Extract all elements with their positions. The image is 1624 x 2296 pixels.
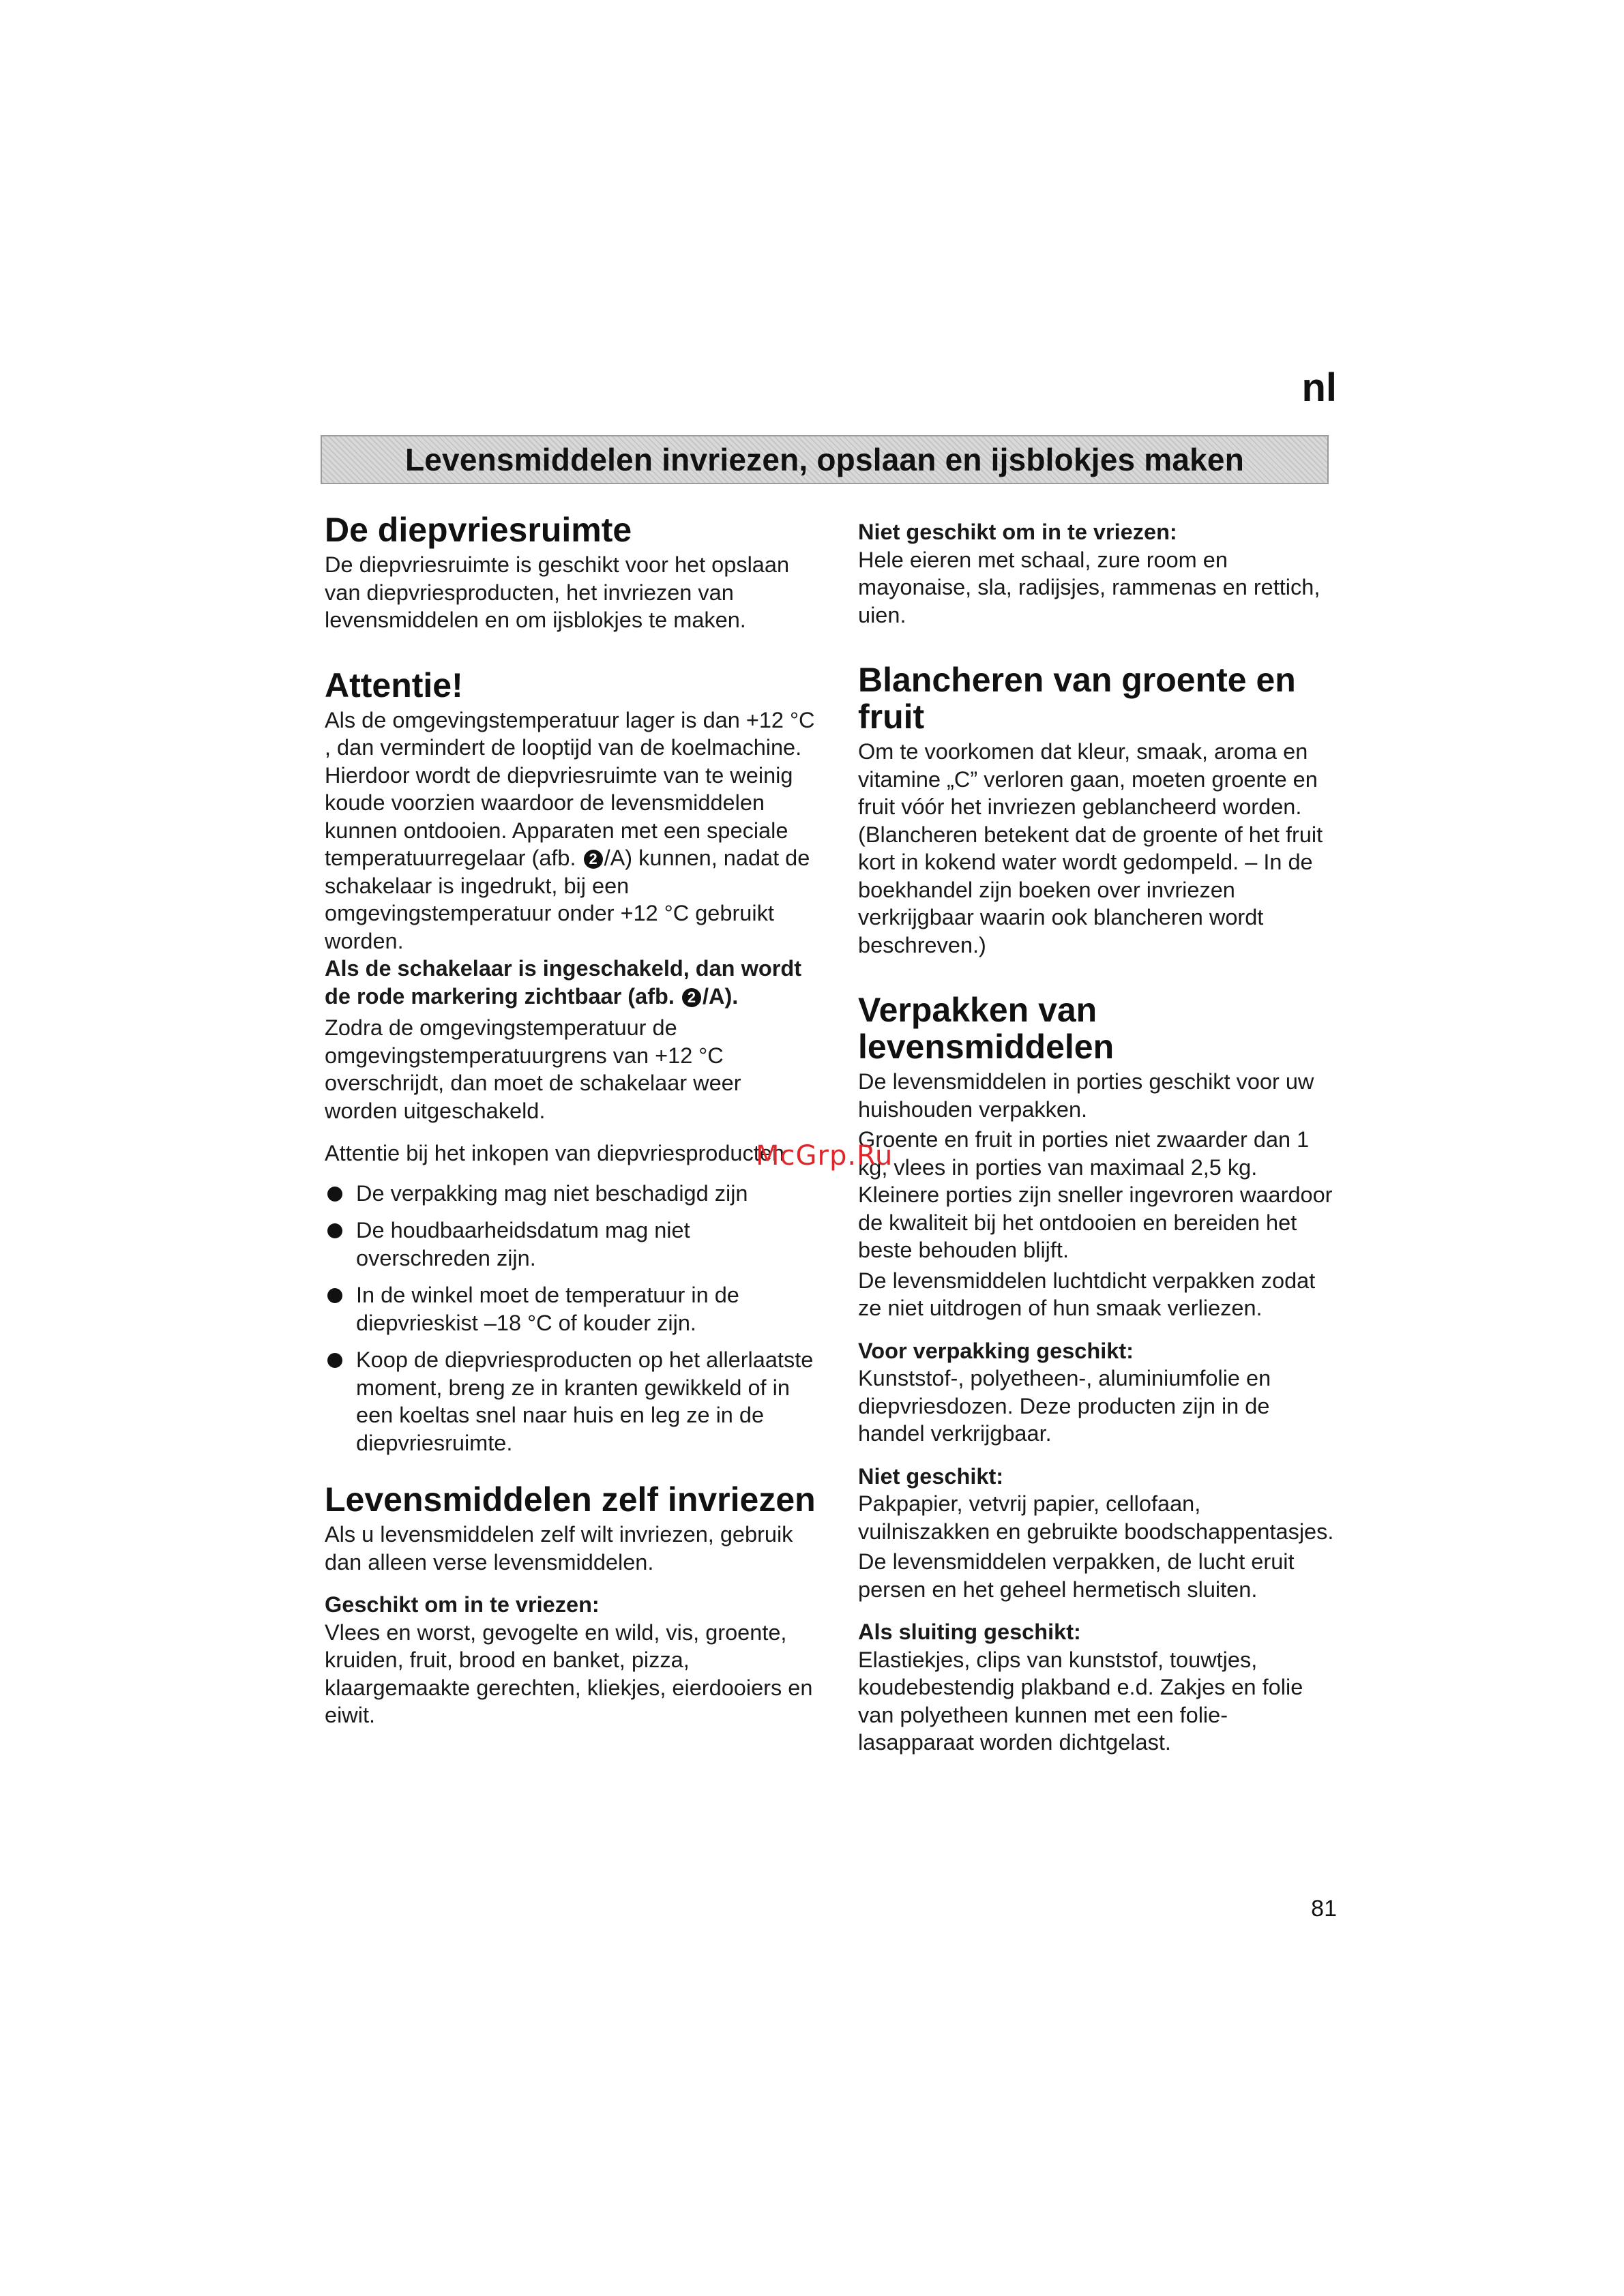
subheading-geschikt: Geschikt om in te vriezen: xyxy=(325,1592,600,1617)
banner-title: Levensmiddelen invriezen, opslaan en ijsblokjes maken xyxy=(404,442,1245,477)
figure-ref-icon: 2 xyxy=(584,850,603,869)
subheading-sluiting: Als sluiting geschikt: xyxy=(858,1620,1081,1644)
paragraph-niet-geschikt-vriezen: Hele eieren met schaal, zure room en mayonaise, sla, radijsjes, rammenas en rettich, uien. xyxy=(858,547,1320,627)
list-item: Koop de diepvriesproducten op het allerlaatste moment, breng ze in kranten gewikkeld of in een koeltas snel naar huis en leg ze in de diepvriesruimte. xyxy=(325,1346,816,1457)
paragraph-inkopen: Attentie bij het inkopen van diepvriesproducten xyxy=(325,1141,784,1165)
page-number: 81 xyxy=(1311,1896,1337,1922)
right-column xyxy=(858,518,1335,1757)
bullet-list xyxy=(325,1180,816,1457)
subheading-niet-geschikt-vriezen: Niet geschikt om in te vriezen: xyxy=(858,520,1177,544)
paragraph-sluiting: Elastiekjes, clips van kunststof, touwtjes, koudebestendig plakband e.d. Zakjes en folie van polyetheen kunnen met een folie-lasapparaat worden dichtgelast. xyxy=(858,1647,1303,1755)
paragraph-omgevingstemperatuur: Zodra de omgevingstemperatuur de omgevingstemperatuurgrens van +12 °C overschrijdt, dan moet de schakelaar weer worden uitgeschakeld. xyxy=(325,1015,741,1123)
attentie-text-2: /A) kunnen, nadat de schakelaar is ingedrukt, bij een omgevingstemperatuur onder +12 °C gebruikt worden. xyxy=(325,846,810,953)
list-item: De verpakking mag niet beschadigd zijn xyxy=(325,1180,816,1208)
paragraph-diepvriesruimte: De diepvriesruimte is geschikt voor het opslaan van diepvriesproducten, het invriezen van levensmiddelen en om ijsblokjes te maken. xyxy=(325,552,790,632)
paragraph-zelf-invriezen: Als u levensmiddelen zelf wilt invriezen, gebruik dan alleen verse levensmiddelen. xyxy=(325,1522,793,1575)
paragraph-verpakken-1: De levensmiddelen in porties geschikt voor uw huishouden verpakken. xyxy=(858,1069,1314,1122)
paragraph-attentie-bold xyxy=(325,955,816,1010)
list-item: De houdbaarheidsdatum mag niet overschreden zijn. xyxy=(325,1217,816,1272)
list-item: In de winkel moet de temperatuur in de diepvrieskist –18 °C of kouder zijn. xyxy=(325,1281,816,1337)
heading-zelf-invriezen: Levensmiddelen zelf invriezen xyxy=(325,1480,816,1519)
language-code: nl xyxy=(1301,366,1337,410)
paragraph-niet-geschikt: Pakpapier, vetvrij papier, cellofaan, vuilniszakken en gebruikte boodschappentasjes. xyxy=(858,1491,1334,1544)
bullet-icon xyxy=(327,1223,342,1238)
subheading-voor-verpakking: Voor verpakking geschikt: xyxy=(858,1338,1134,1363)
paragraph-attentie xyxy=(325,706,816,955)
heading-blancheren: Blancheren van groente en fruit xyxy=(858,661,1296,736)
attentie-bold-2: /A). xyxy=(702,983,739,1009)
bullet-icon xyxy=(327,1187,342,1202)
paragraph-verpakken-3: De levensmiddelen luchtdicht verpakken zodat ze niet uitdrogen of hun smaak verliezen. xyxy=(858,1268,1316,1320)
bullet-icon xyxy=(327,1288,342,1303)
left-column xyxy=(325,511,816,1729)
paragraph-lucht-eruit: De levensmiddelen verpakken, de lucht eruit persen en het geheel hermetisch sluiten. xyxy=(858,1549,1295,1602)
attentie-bold-1: Als de schakelaar is ingeschakeld, dan wordt de rode markering zichtbaar (afb. xyxy=(325,956,802,1009)
paragraph-verpakken-2: Groente en fruit in porties niet zwaarder dan 1 kg, vlees in porties van maximaal 2,5 kg. Kleinere porties zijn sneller ingevroren waardoor de kwaliteit bij het ontdooien en bereiden het beste behouden blijft. xyxy=(858,1127,1333,1262)
paragraph-voor-verpakking: Kunststof-, polyetheen-, aluminiumfolie en diepvriesdozen. Deze producten zijn in de handel verkrijgbaar. xyxy=(858,1366,1271,1446)
bullet-icon xyxy=(327,1353,342,1368)
heading-verpakken: Verpakken van levensmiddelen xyxy=(858,991,1114,1066)
figure-ref-icon: 2 xyxy=(682,988,701,1007)
paragraph-geschikt: Vlees en worst, gevogelte en wild, vis, groente, kruiden, fruit, brood en banket, pizza, klaargemaakte gerechten, kliekjes, eierdooiers en eiwit. xyxy=(325,1620,813,1727)
subheading-niet-geschikt: Niet geschikt: xyxy=(858,1463,1004,1489)
paragraph-blancheren: Om te voorkomen dat kleur, smaak, aroma en vitamine „C” verloren gaan, moeten groente en fruit vóór het invriezen geblancheerd worden. (Blancheren betekent dat de groente of het fruit kort in kokend water wordt gedompeld. – In de boekhandel zijn boeken over invriezen verkrijgbaar waarin ook blancheren wordt beschreven.) xyxy=(858,739,1323,957)
heading-diepvriesruimte: De diepvriesruimte xyxy=(325,511,632,549)
attentie-text-1: Als de omgevingstemperatuur lager is dan +12 °C , dan vermindert de looptijd van de koelmachine. Hierdoor wordt de diepvriesruimte van te weinig koude voorzien waardoor de levensmiddelen kunnen ontdooien. Apparaten met een speciale temperatuurregelaar (afb. xyxy=(325,707,815,870)
heading-attentie: Attentie! xyxy=(325,666,463,704)
title-banner xyxy=(321,435,1329,484)
watermark: McGrp.Ru xyxy=(756,1140,894,1172)
